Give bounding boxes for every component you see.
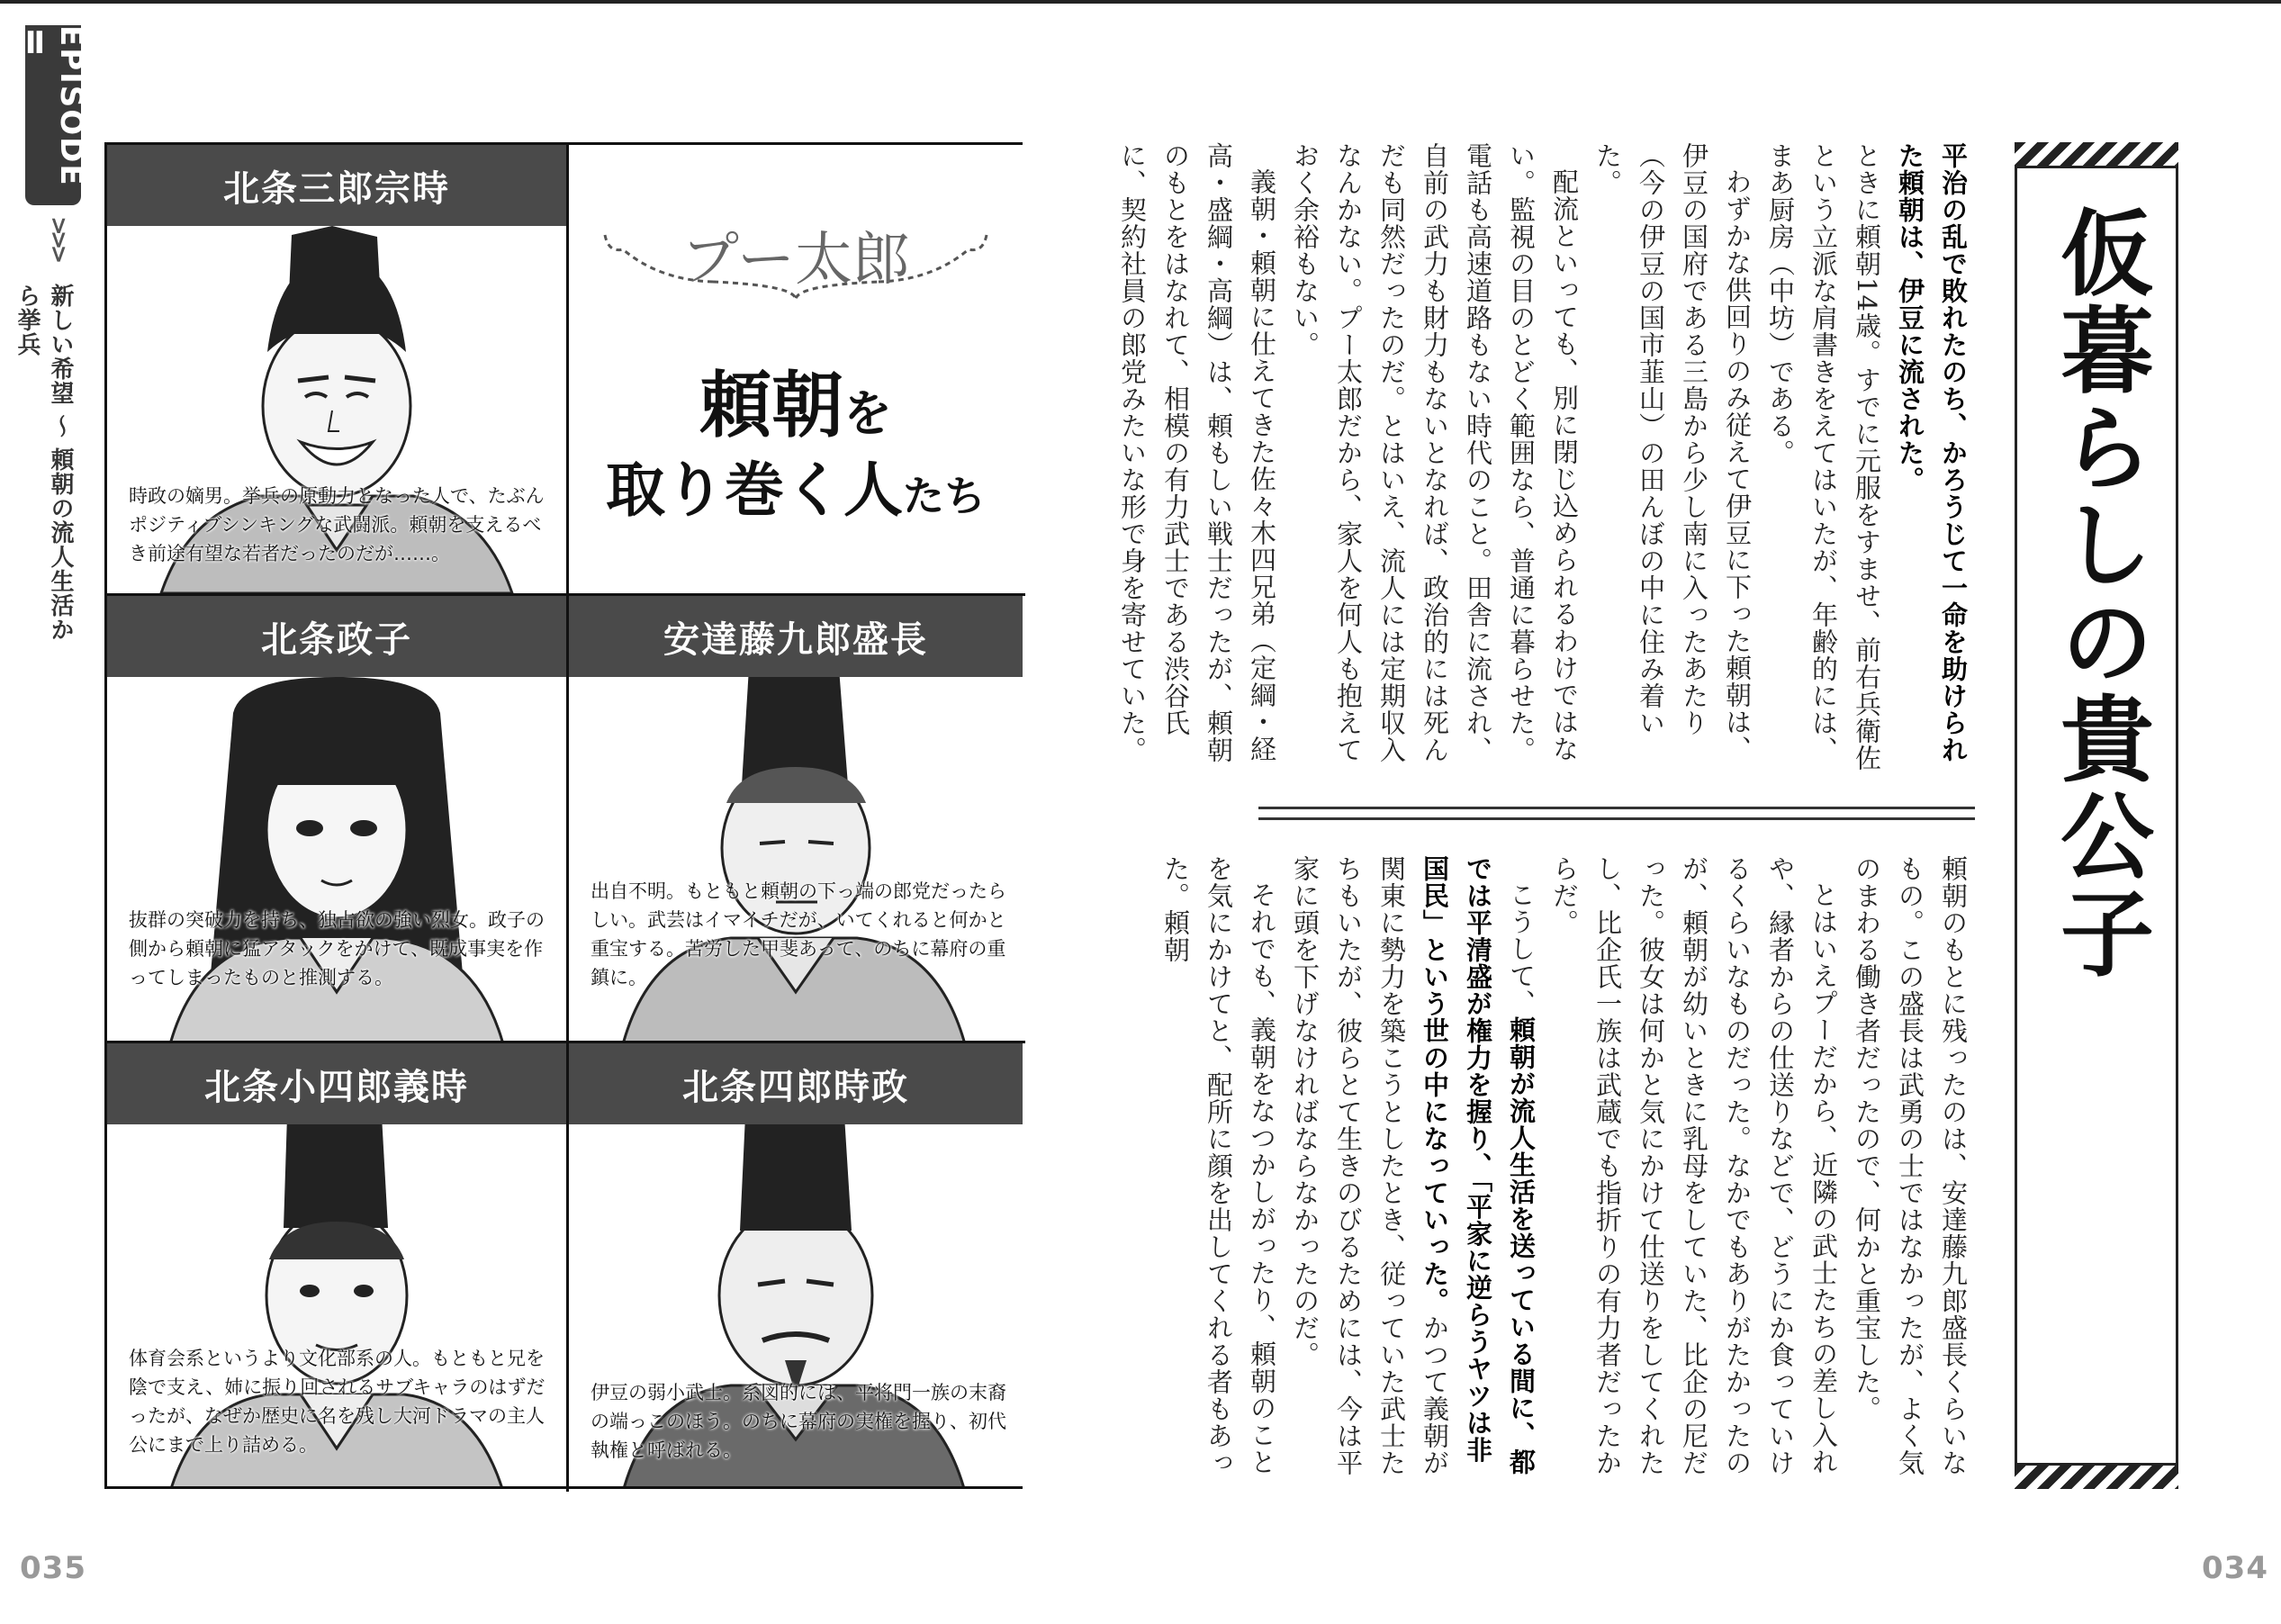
character-description: 時政の嫡男。挙兵の原動力となった人で、たぶんポジティブシンキングな武闘派。頼朝を支えるべき前途有望な若者だったのだが……。 [129, 485, 545, 564]
character-name: 安達藤九郎盛長 [569, 596, 1023, 677]
paragraph [1284, 855, 1543, 1489]
paragraph: 義朝・頼朝に仕えてきた佐々木四兄弟（定綱・経高・盛綱・高綱）は、頼もしい戦士だったが、頼朝のもとをはなれて、相模の有力武士である渋谷氏に、契約社員の郎党みたいな形で身を寄せていた。 [1117, 142, 1277, 763]
character-card-munetoki [107, 145, 566, 593]
card-title-main: 頼朝 [699, 363, 843, 447]
page-number-right: 034 [2202, 1550, 2268, 1586]
section-divider [1258, 817, 1975, 820]
card-title-suffix: たち [903, 472, 986, 520]
grid-divider [566, 145, 569, 1492]
article-lower-block [1160, 855, 1975, 1489]
page-number-left: 035 [20, 1550, 86, 1586]
paragraph: 配流といっても、別に閉じ込められるわけではない。監視の目のとどく範囲なら、普通に暮らせた。電話も高速道路もない時代のこと。田舎に流され、自前の武力も財力もないとなれば、政治的には死んだも同然だったのだ。とはいえ、流人には定期収入なんかない。プー太郎だから、家人を何人も抱えておく余裕もない。 [1290, 142, 1580, 763]
card-title-line1 [569, 347, 1023, 451]
card-title-main2: 取り巻く人 [606, 455, 903, 525]
paragraph: とはいえプーだから、近隣の武士たちの差し入れや、縁者からの仕送りなどで、どうにか食っていけるくらいなものだった。なかでもありがたかったのが、頼朝が幼いときに乳母をしていた、比企の尼だった。彼女は何かと気にかけて仕送りをしてくれたし、比企氏一族は武蔵でも指折りの有力者だったからだ。 [1549, 855, 1839, 1476]
paragraph: ときに頼朝14歳。すでに元服をすませ、前右兵衛佐という立派な肩書きをえてはいたが、年齢的には、まあ厨房（中坊）である。 [1765, 142, 1882, 771]
character-grid [104, 142, 1023, 1489]
article-upper-block [1117, 142, 1975, 772]
character-name: 北条小四郎義時 [107, 1043, 566, 1124]
character-description: 伊豆の弱小武士。系図的には、平将門一族の末裔の端っこのほう。のちに幕府の実権を握り、初代執権と呼ばれる。 [591, 1382, 1006, 1461]
title-frame [2015, 166, 2178, 1466]
hatch-decoration [2015, 1466, 2178, 1489]
character-description: 出自不明。もともと頼朝の下っ端の郎党だったらしい。武芸はイマイチだが、いてくれると何かと重宝する。苦労した甲斐あって、のちに幕府の重鎮に。 [591, 880, 1006, 988]
hatch-decoration [2015, 142, 2178, 166]
character-card-masako [107, 596, 566, 1041]
card-title-particle: を [843, 384, 892, 442]
character-card-yoshitoki [107, 1043, 566, 1486]
episode-label: EPISODE Ⅱ [17, 25, 89, 187]
article-title-box [2015, 142, 2178, 1489]
character-name: 北条政子 [107, 596, 566, 677]
card-title-line2 [569, 442, 1023, 528]
paragraph: それでも、義朝をなつかしがったり、頼朝のことを気にかけてと、配所に顔を出してくれる者もあった。頼朝 [1160, 855, 1277, 1476]
title-card [569, 145, 1023, 593]
paragraph: 頼朝のもとに残ったのは、安達藤九郎盛長くらいなもの。この盛長は武勇の士ではなかったが、よく気のまわる働き者だったので、何かと重宝した。 [1852, 855, 1969, 1476]
section-divider [1258, 807, 1975, 809]
chapter-subtitle: 新しい希望 ～ 頼朝の流人生活から挙兵 [14, 284, 74, 643]
character-name: 北条三郎宗時 [107, 145, 566, 226]
chevron-icon: >>> [45, 216, 72, 259]
top-border [0, 0, 2281, 4]
character-description: 抜群の突破力を持ち、独占欲の強い烈女。政子の側から頼朝に猛アタックをかけて、既成事実を作ってしまったものと推測する。 [129, 909, 545, 988]
lead-paragraph: 平治の乱で敗れたのち、かろうじて一命を助けられた頼朝は、伊豆に流された。 [1895, 142, 1969, 763]
paragraph-continuation: かつて義朝が関東に勢力を築こうとしたとき、従っていた武士たちもいたが、彼らとて生きのびるためには、今は平家に頭を下げなければならなかったのだ。 [1290, 855, 1450, 1476]
card-name: プー太郎 [681, 227, 911, 293]
character-name: 北条四郎時政 [569, 1043, 1023, 1124]
episode-tab [17, 25, 89, 205]
emphasis-text: 頼朝が流人生活を送っている間に、都では平清盛が権力を握り、「平家に逆らうヤツは非国民」という世の中になっていった。 [1420, 855, 1537, 1475]
character-card-tokimasa [569, 1043, 1023, 1486]
article-title: 仮暮らしの貴公子 [2044, 204, 2155, 982]
paragraph: わずかな供回りのみ従えて伊豆に下った頼朝は、伊豆の国府である三島から少し南に入ったあたり（今の伊豆の国市韮山）の田んぼの中に住み着いた。 [1592, 142, 1753, 762]
paragraph-intro: こうして、 [1506, 881, 1537, 1016]
character-description: 体育会系というより文化部系の人。もともと兄を陰で支え、姉に振り回されるサブキャラのはずだったが、なぜか歴史に名を残し大河ドラマの主人公にまで上り詰める。 [129, 1348, 545, 1456]
character-card-morinaga [569, 596, 1023, 1041]
